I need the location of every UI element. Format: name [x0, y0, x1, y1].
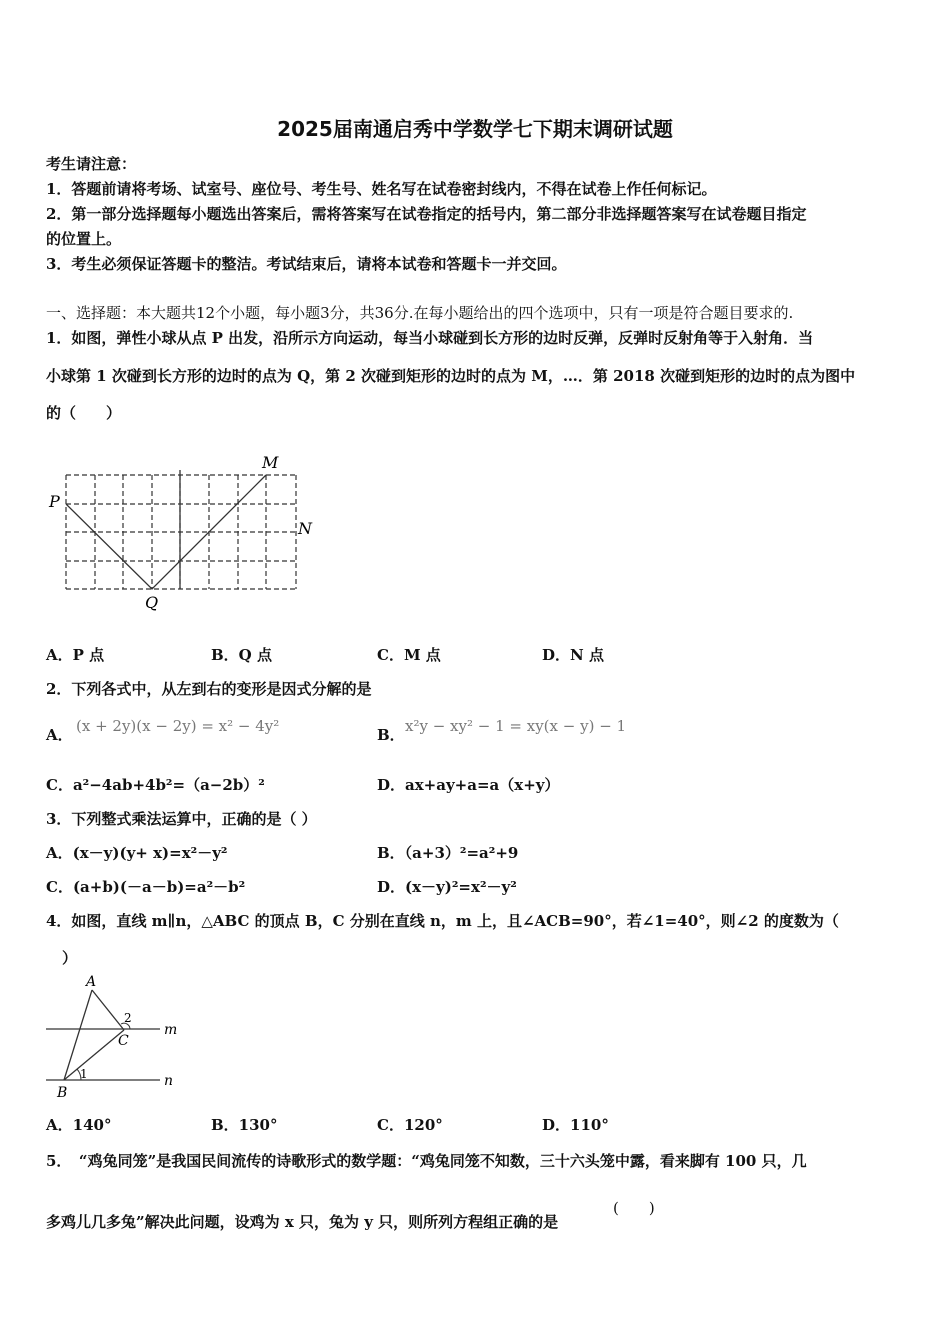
question-5-line1: 5． “鸡兔同笼”是我国民间流传的诗歌形式的数学题：“鸡兔同笼不知数，三十六头笼中露，看来脚有 100 只，几	[46, 1152, 807, 1170]
question-1-option-d[interactable]: D．N 点	[542, 646, 604, 664]
question-3-stem: 3．下列整式乘法运算中，正确的是（ ）	[46, 810, 317, 828]
notice-item: 1．答题前请将考场、试室号、座位号、考生号、姓名写在试卷密封线内，不得在试卷上作任何标记。	[46, 180, 717, 198]
question-2-option-a-label[interactable]: A．	[46, 726, 73, 744]
question-1-figure	[44, 450, 324, 615]
question-2-option-c[interactable]: C．a²−4ab+4b²=（a−2b）²	[46, 776, 265, 794]
page-title: 2025届南通启秀中学数学七下期末调研试题	[277, 117, 673, 141]
figure-label-angle-2: 2	[124, 1011, 132, 1025]
question-4-option-d[interactable]: D．110°	[542, 1116, 609, 1134]
figure-label-n-line: n	[164, 1073, 174, 1089]
question-3-option-c[interactable]: C．(a+b)(－a－b)=a²－b²	[46, 878, 246, 896]
question-4-option-a[interactable]: A．140°	[46, 1116, 112, 1134]
figure-label-p: P	[49, 492, 60, 511]
question-2-option-a-formula: (x + 2y)(x − 2y) = x² − 4y²	[76, 717, 280, 735]
figure-label-c: C	[118, 1033, 129, 1049]
figure-label-q: Q	[145, 593, 159, 612]
question-1-line3: 的（ ）	[46, 404, 122, 422]
question-5-line2: 多鸡儿几多兔”解决此问题，设鸡为 x 只，兔为 y 只，则所列方程组正确的是	[46, 1213, 559, 1231]
figure-label-m: M	[262, 453, 279, 472]
question-1-line1: 1．如图，弹性小球从点 P 出发，沿所示方向运动，每当小球碰到长方形的边时反弹，反弹时反射角等于入射角．当	[46, 329, 814, 347]
question-2-option-b-formula: x²y − xy² − 1 = xy(x − y) − 1	[405, 717, 627, 735]
question-2-stem: 2．下列各式中，从左到右的变形是因式分解的是	[46, 680, 372, 698]
question-4-option-b[interactable]: B．130°	[211, 1116, 278, 1134]
question-4-option-c[interactable]: C．120°	[377, 1116, 443, 1134]
figure-label-b: B	[57, 1085, 68, 1101]
question-3-option-a[interactable]: A．(x－y)(y+ x)=x²－y²	[46, 844, 228, 862]
question-1-option-b[interactable]: B．Q 点	[211, 646, 272, 664]
notice-item: 2．第一部分选择题每小题选出答案后，需将答案写在试卷指定的括号内，第二部分非选择题答案写在试卷题目指定	[46, 205, 807, 223]
question-4-figure	[44, 972, 184, 1102]
question-4-line2: ）	[62, 949, 78, 967]
question-2-option-d[interactable]: D．ax+ay+a=a（x+y）	[377, 776, 560, 794]
figure-label-m-line: m	[164, 1022, 178, 1038]
question-1-option-c[interactable]: C．M 点	[377, 646, 441, 664]
question-3-option-b[interactable]: B．（a+3）²=a²+9	[377, 844, 519, 862]
question-4-line1: 4．如图，直线 m∥n，△ABC 的顶点 B，C 分别在直线 n，m 上，且∠ACB=90°，若∠1=40°，则∠2 的度数为（	[46, 912, 839, 930]
figure-label-n: N	[298, 519, 312, 538]
notice-heading: 考生请注意：	[46, 155, 137, 173]
figure-label-angle-1: 1	[80, 1067, 88, 1081]
question-3-option-d[interactable]: D．(x－y)²=x²－y²	[377, 878, 517, 896]
notice-item: 的位置上。	[46, 230, 122, 248]
question-5-answer-paren: ( )	[613, 1199, 655, 1217]
figure-label-a: A	[86, 974, 97, 990]
notice-item: 3．考生必须保证答题卡的整洁。考试结束后，请将本试卷和答题卡一并交回。	[46, 255, 567, 273]
section-heading: 一、选择题：本大题共12个小题，每小题3分，共36分.在每小题给出的四个选项中，只有一项是符合题目要求的.	[46, 304, 794, 322]
question-1-option-a[interactable]: A．P 点	[46, 646, 105, 664]
question-1-line2: 小球第 1 次碰到长方形的边时的点为 Q，第 2 次碰到矩形的边时的点为 M，…．第 2018 次碰到矩形的边时的点为图中	[46, 367, 856, 385]
question-2-option-b-label[interactable]: B．	[377, 726, 405, 744]
